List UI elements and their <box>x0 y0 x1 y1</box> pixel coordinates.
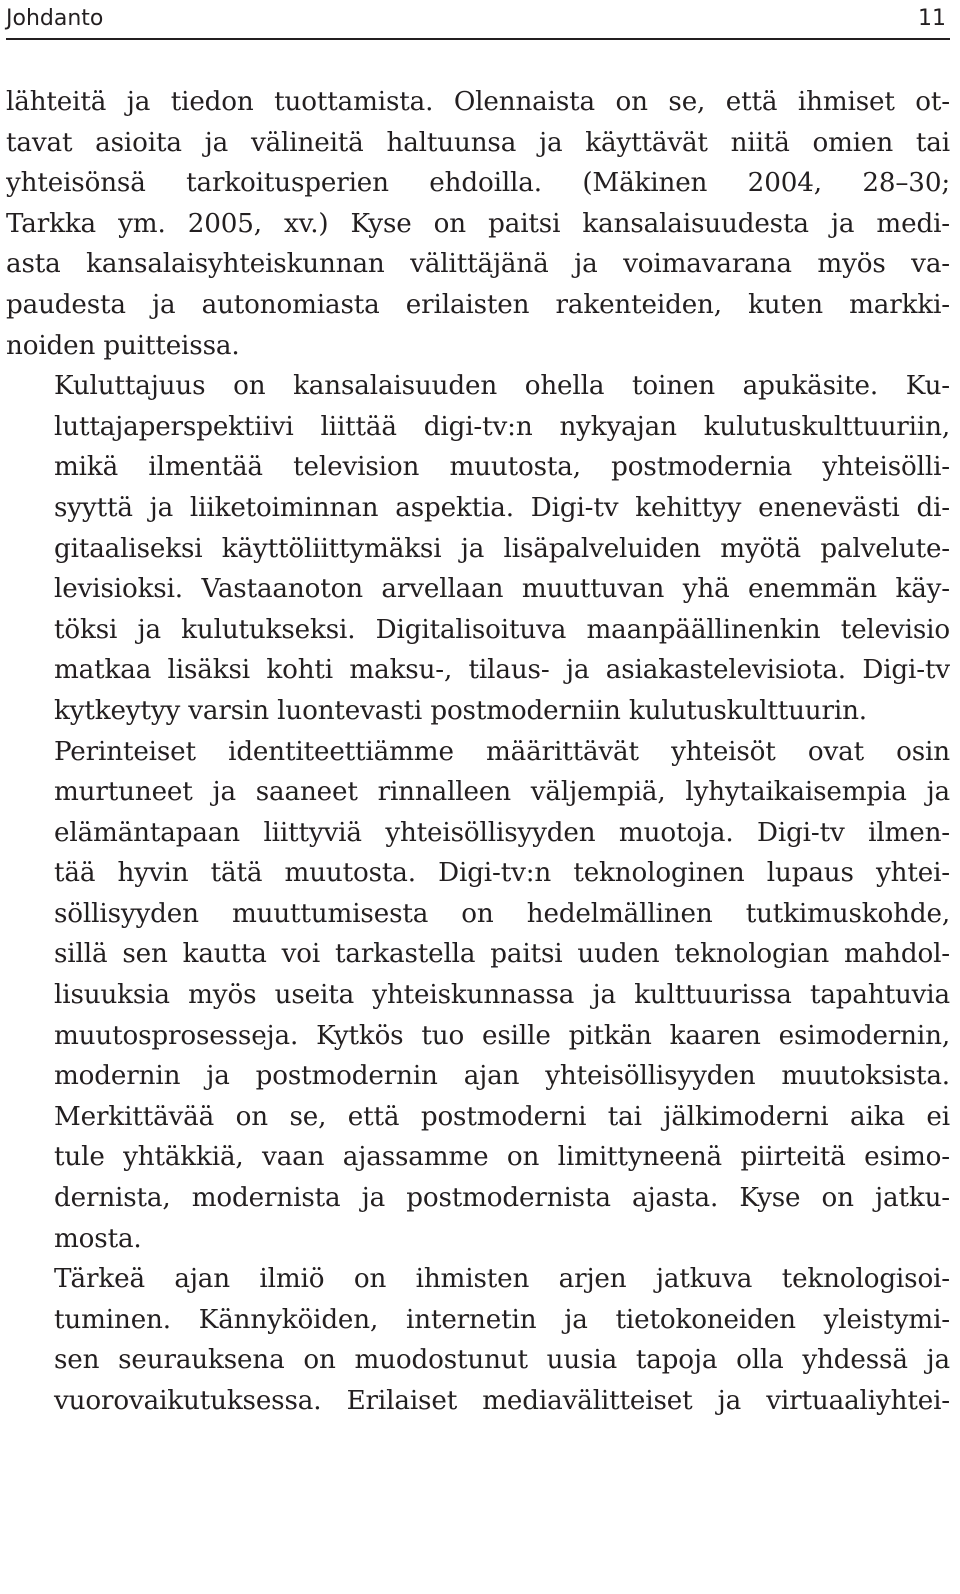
body-text <box>6 82 950 1422</box>
text-line: Perinteiset identiteettiämme määrittävät yhteisöt ovat osin <box>54 736 950 767</box>
text-line: Tärkeä ajan ilmiö on ihmisten arjen jatkuva teknologisoi- <box>54 1264 950 1295</box>
text-line: muutosprosesseja. Kytkös tuo esille pitkän kaaren esimodernin, <box>54 1020 950 1051</box>
text-line: tuminen. Kännyköiden, internetin ja tietokoneiden yleistymi- <box>54 1304 950 1335</box>
text-line: mosta. <box>54 1223 142 1254</box>
text-line: luttajaperspektiivi liittää digi-tv:n nykyajan kulutuskulttuuriin, <box>54 411 950 442</box>
text-line: asta kansalaisyhteiskunnan välittäjänä ja voimavarana myös va- <box>6 249 950 280</box>
paragraph <box>6 82 950 366</box>
text-line: Kuluttajuus on kansalaisuuden ohella toinen apukäsite. Ku- <box>54 371 950 402</box>
text-line: lähteitä ja tiedon tuottamista. Olennaista on se, että ihmiset ot- <box>6 87 950 117</box>
text-line: kytkeytyy varsin luontevasti postmoderniin kulutuskulttuurin. <box>54 695 867 726</box>
text-line: gitaaliseksi käyttöliittymäksi ja lisäpalveluiden myötä palvelute- <box>54 533 950 564</box>
text-line: paudesta ja autonomiasta erilaisten rakenteiden, kuten markki- <box>6 289 950 320</box>
paragraph <box>6 1259 950 1421</box>
text-line: noiden puitteissa. <box>6 330 240 361</box>
text-line: tavat asioita ja välineitä haltuunsa ja käyttävät niitä omien tai <box>6 127 950 158</box>
text-line: tää hyvin tätä muutosta. Digi-tv:n teknologinen lupaus yhtei- <box>54 858 950 889</box>
text-line: söllisyyden muuttumisesta on hedelmällinen tutkimuskohde, <box>54 898 950 929</box>
text-line: lisuuksia myös useita yhteiskunnassa ja kulttuurissa tapahtuvia <box>54 980 950 1011</box>
text-line: levisioksi. Vastaanoton arvellaan muuttuvan yhä enemmän käy- <box>54 574 950 605</box>
page-number: 11 <box>918 6 946 31</box>
text-line: elämäntapaan liittyviä yhteisöllisyyden muotoja. Digi-tv ilmen- <box>54 817 950 848</box>
text-line: matkaa lisäksi kohti maksu-, tilaus- ja asiakastelevisiota. Digi-tv <box>54 655 950 686</box>
paragraph <box>6 366 950 731</box>
section-title: Johdanto <box>6 6 104 31</box>
text-line: tule yhtäkkiä, vaan ajassamme on limittyneenä piirteitä esimo- <box>54 1142 950 1173</box>
text-line: syyttä ja liiketoiminnan aspektia. Digi-tv kehittyy enenevästi di- <box>54 492 950 523</box>
text-line: dernista, modernista ja postmodernista ajasta. Kyse on jatku- <box>54 1183 950 1214</box>
text-line: Merkittävää on se, että postmoderni tai jälkimoderni aika ei <box>54 1101 950 1132</box>
text-line: sen seurauksena on muodostunut uusia tapoja olla yhdessä ja <box>54 1345 950 1376</box>
text-line: sillä sen kautta voi tarkastella paitsi uuden teknologian mahdol- <box>54 939 950 970</box>
text-line: vuorovaikutuksessa. Erilaiset mediavälitteiset ja virtuaaliyhtei- <box>54 1386 950 1416</box>
text-line: Tarkka ym. 2005, xv.) Kyse on paitsi kansalaisuudesta ja medi- <box>6 208 950 239</box>
header-rule <box>6 38 950 40</box>
text-line: yhteisönsä tarkoitusperien ehdoilla. (Mäkinen 2004, 28–30; <box>6 168 950 199</box>
paragraph <box>6 732 950 1260</box>
text-line: modernin ja postmodernin ajan yhteisöllisyyden muutoksista. <box>54 1061 950 1092</box>
running-header <box>6 0 950 34</box>
text-line: töksi ja kulutukseksi. Digitalisoituva maanpäällinenkin televisio <box>54 614 950 645</box>
text-line: mikä ilmentää television muutosta, postmodernia yhteisölli- <box>54 452 950 483</box>
text-line: murtuneet ja saaneet rinnalleen väljempiä, lyhytaikaisempia ja <box>54 777 950 808</box>
